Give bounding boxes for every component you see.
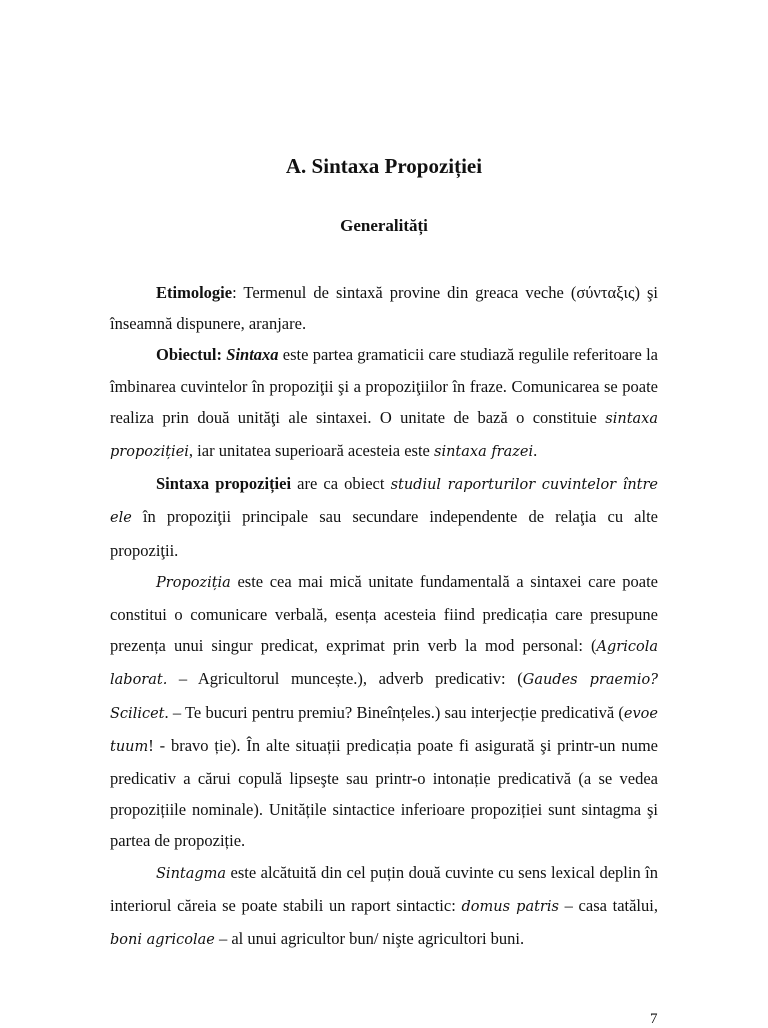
sintaxa-term: Sintaxa (226, 345, 279, 365)
latin-example-5: boni agricolae (110, 932, 215, 949)
obiectul-text-2: , iar unitatea superioară acesteia este (188, 441, 434, 461)
propozitia-text-2: – Agricultorul muncește.), adverb predicativ: ( (167, 669, 523, 689)
paragraph-sintaxa-propozitiei (110, 468, 658, 566)
obiectul-text-1: este partea gramaticii care studiază regulile referitoare la îmbinarea cuvintelor în propoziţii şi a propoziţiilor în fraze. Comunicarea se poate realiza prin două unităţi ale sintaxei. O unitate de bază o constituie (110, 345, 659, 427)
propozitia-text-1: este cea mai mică unitate fundamentală a sintaxei care poate constitui o comunicare verbală, esența acesteia fiind predicația care presupune prezența unui singur predicat, exprimat prin verb la mod personal: ( (110, 571, 658, 656)
obiectul-text-3: . (533, 441, 538, 461)
sintagma-text-3: – al unui agricultor bun/ nişte agricultori buni. (214, 929, 525, 949)
sintagma-term: Sintagma (156, 865, 227, 882)
paragraph-sintagma (110, 857, 658, 957)
etimologie-label: Etimologie (156, 283, 233, 302)
etimologie-text: : Termenul de sintaxă provine din greaca veche (σύνταξις) şi înseamnă dispunere, aranjare. (110, 283, 658, 334)
propozitia-text-4: ! - bravo ție). În alte situații predicația poate fi asigurată şi printr-un nume predicativ a cărui copulă lipseşte sau printr-o intonație predicativă (a se vedea propozițiile nominale). Unitățile sintactice inferioare propoziției sunt sintagma şi partea de propoziție. (110, 735, 658, 851)
page-title: A. Sintaxa Propoziției (285, 154, 483, 178)
propozitia-term: Propoziția (156, 574, 231, 591)
paragraph-etimologie (110, 277, 658, 339)
obiectul-label: Obiectul: (156, 345, 222, 365)
sintagma-text-1: este alcătuită din cel puțin două cuvinte cu sens lexical deplin în interiorul căreia se poate stabili un raport sintactic: (110, 862, 658, 915)
sintaxa-propozitiei-text-2: în propoziţii principale sau secundare independente de relaţia cu alte propoziţii. (110, 507, 658, 560)
sintaxa-propozitiei-text-1: are ca obiect (291, 474, 391, 494)
paragraph-obiectul (110, 339, 658, 468)
section-subtitle: Generalități (340, 216, 428, 235)
latin-example-3: evoe tuum (110, 705, 658, 755)
latin-example-4: domus patris (461, 898, 559, 915)
obiectul-italic-1: sintaxa propoziției (110, 410, 658, 461)
page-number: 7 (650, 1011, 658, 1027)
sintaxa-propozitiei-label: Sintaxa propoziției (156, 474, 292, 494)
latin-example-1: Agricola laborat. (110, 639, 658, 689)
latin-example-2: Gaudes praemio? Scilicet (110, 672, 659, 722)
paragraph-propozitia (110, 566, 658, 857)
sintagma-text-2: – casa tatălui, (558, 895, 658, 915)
sintaxa-propozitiei-italic: studiul raporturilor cuvintelor între ele (110, 477, 659, 527)
obiectul-italic-2: sintaxa frazei (434, 444, 534, 461)
propozitia-text-3: . – Te bucuri pentru premiu? Bineînțeles.) sau interjecție predicativă ( (164, 702, 624, 722)
body-text (110, 277, 658, 956)
